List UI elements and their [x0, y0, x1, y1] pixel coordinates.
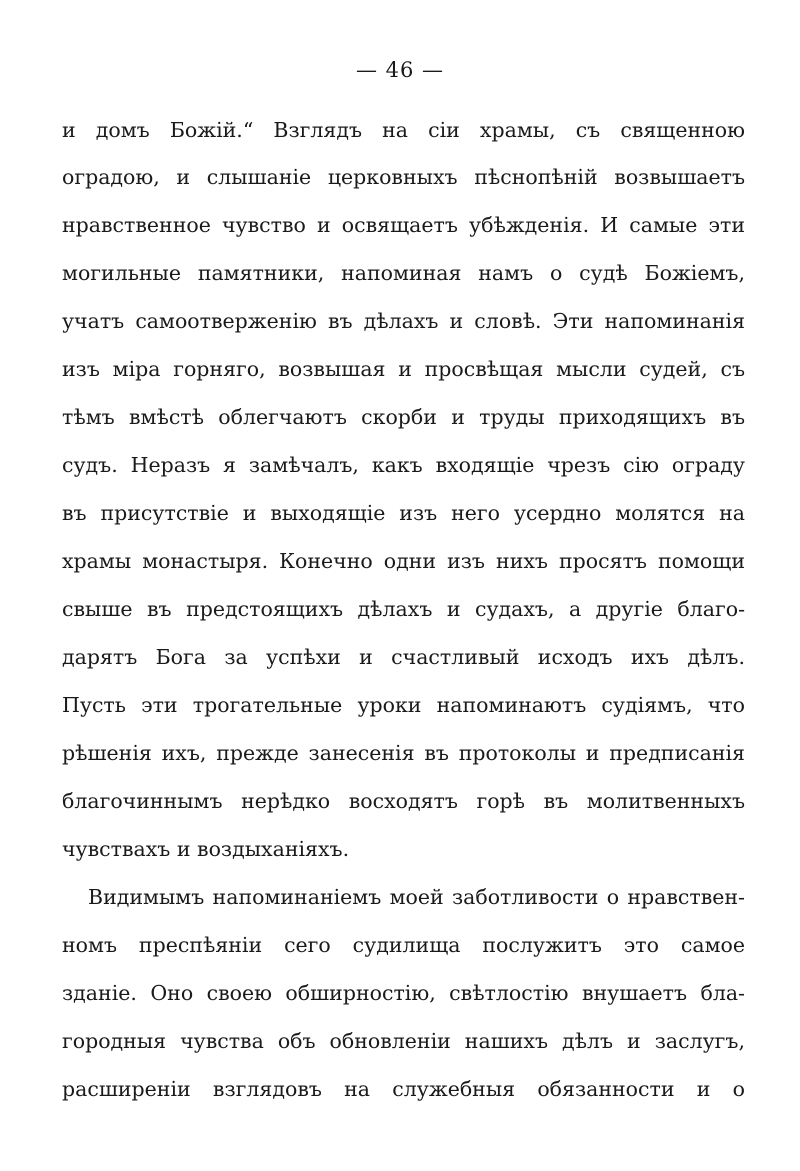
text-line: зданіе. Оно своею обширностію, свѣтлостію внушаетъ бла- [62, 981, 745, 1005]
text-line: свыше въ предстоящихъ дѣлахъ и судахъ, а другіе благо- [62, 597, 745, 621]
text-line: дарятъ Бога за успѣхи и счастливый исходъ ихъ дѣлъ. [62, 645, 745, 669]
text-line: оградою, и слышаніе церковныхъ пѣснопѣній возвышаетъ [62, 165, 745, 189]
text-line: учатъ самоотверженію въ дѣлахъ и словѣ. Эти напоминанія [62, 309, 745, 333]
text-line: и домъ Божій.“ Взглядъ на сіи храмы, съ священною [62, 118, 745, 142]
text-line: въ присутствіе и выходящіе изъ него усердно молятся на [62, 501, 745, 525]
text-line: чувствахъ и воздыханіяхъ. [62, 837, 350, 861]
text-line: могильные памятники, напоминая намъ о судѣ Божіемъ, [62, 261, 745, 285]
text-line: рѣшенія ихъ, прежде занесенія въ протоколы и предписанія [62, 741, 745, 765]
text-line: храмы монастыря. Конечно одни изъ нихъ просятъ помощи [62, 549, 745, 573]
text-line: благочиннымъ нерѣдко восходятъ горѣ въ молитвенныхъ [62, 789, 745, 813]
text-line: судъ. Неразъ я замѣчалъ, какъ входящіе чрезъ сію ограду [62, 453, 745, 477]
text-line: городныя чувства объ обновленіи нашихъ дѣлъ и заслугъ, [62, 1029, 745, 1053]
text-line: тѣмъ вмѣстѣ облегчаютъ скорби и труды приходящихъ въ [62, 405, 745, 429]
text-line: номъ преспѣяніи сего судилища послужитъ это самое [62, 933, 745, 957]
text-line: нравственное чувство и освящаетъ убѣжденія. И самые эти [62, 213, 745, 237]
text-line: Видимымъ напоминаніемъ моей заботливости о нравствен- [88, 885, 745, 909]
text-line: изъ міра горняго, возвышая и просвѣщая мысли судей, съ [62, 357, 745, 381]
text-line: расширеніи взглядовъ на служебныя обязанности и о [62, 1077, 745, 1101]
page-number: — 46 — [355, 58, 445, 82]
text-line: Пусть эти трогательные уроки напоминаютъ судіямъ, что [62, 693, 745, 717]
